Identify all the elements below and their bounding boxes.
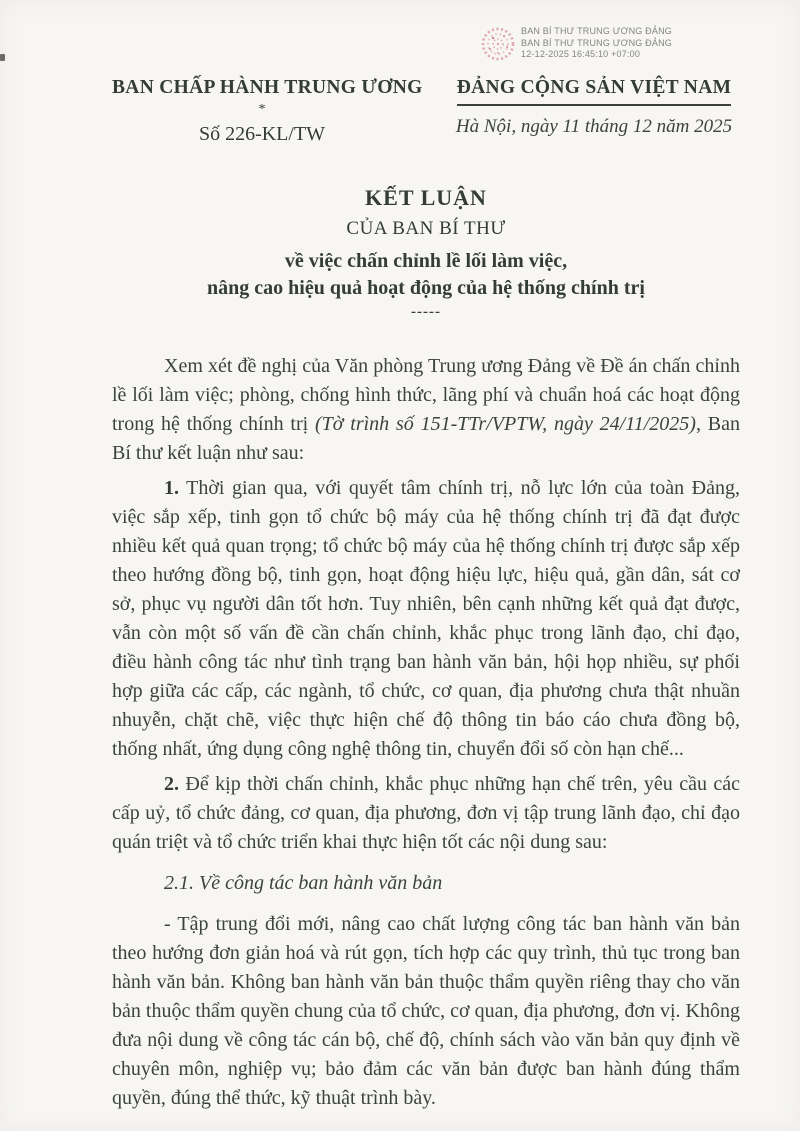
paragraph-1-text: Thời gian qua, với quyết tâm chính trị, nỗ lực lớn của toàn Đảng, việc sắp xếp, tinh gọn tổ chức bộ máy của hệ thống chính trị đã đạt được nhiều kết quả quan trọng; tổ chức bộ máy của hệ thống chính trị được sắp xếp theo hướng đồng bộ, tinh gọn, hoạt động hiệu lực, hiệu quả, gần dân, sát cơ sở, phục vụ người dân tốt hơn. Tuy nhiên, bên cạnh những kết quả đạt được, vẫn còn một số vấn đề cần chấn chỉnh, khắc phục trong lãnh đạo, chỉ đạo, điều hành công tác như tình trạng ban hành văn bản, hội họp nhiều, sự phối hợp giữa các cấp, các ngành, tổ chức, cơ quan, địa phương chưa thật nhuần nhuyễn, chặt chẽ, việc thực hiện chế độ thông tin báo cáo chưa đồng bộ, thống nhất, ứng dụng công nghệ thông tin, chuyển đổi số còn hạn chế... <box>112 477 740 760</box>
paragraph-2-text: Để kịp thời chấn chỉnh, khắc phục những hạn chế trên, yêu cầu các cấp uỷ, tổ chức đảng, cơ quan, địa phương, đơn vị tập trung lãnh đạo, chỉ đạo quán triệt và tổ chức triển khai thực hiện tốt các nội dung sau: <box>112 773 740 853</box>
paragraph-number: 2. <box>164 773 179 795</box>
section-heading-2-1: 2.1. Về công tác ban hành văn bản <box>164 872 443 894</box>
document-number: Số 226-KL/TW <box>198 123 326 145</box>
place-and-date: Hà Nội, ngày 11 tháng 12 năm 2025 <box>455 116 733 137</box>
numbered-paragraph-1 <box>112 474 740 764</box>
title-divider: ----- <box>411 304 441 320</box>
title-issuer: CỦA BAN BÍ THƯ <box>346 218 506 239</box>
intro-paragraph <box>112 352 740 468</box>
issuing-body-block <box>112 76 423 147</box>
signature-timestamp: 12-12-2025 16:45:10 +07:00 <box>521 49 641 59</box>
numbered-paragraph-2 <box>112 770 740 857</box>
document-header <box>112 76 740 147</box>
document-type-title: KẾT LUẬN <box>365 185 487 210</box>
document-content <box>112 0 740 1119</box>
signature-signer-line2: BAN BÍ THƯ TRUNG ƯƠNG ĐẢNG <box>521 37 672 48</box>
national-motto-block <box>448 76 740 139</box>
bullet-paragraph: - Tập trung đổi mới, nâng cao chất lượng công tác ban hành văn bản theo hướng đơn giản hoá và rút gọn, tích hợp các quy trình, thủ tục trong ban hành văn bản. Không ban hành văn bản thuộc thẩm quyền riêng thay cho văn bản thuộc thẩm quyền chung của tổ chức, cơ quan, địa phương, đơn vị. Không đưa nội dung về công tác cán bộ, chế độ, chính sách vào văn bản quy định về chuyên môn, nghiệp vụ; bảo đảm các văn bản được ban hành đúng thẩm quyền, đúng thể thức, kỹ thuật trình bày. <box>112 913 740 1109</box>
title-subject-line2: nâng cao hiệu quả hoạt động của hệ thống chính trị <box>207 277 645 299</box>
intro-text-before-ref: Xem xét đề nghị của Văn phòng Trung ương Đảng về Đề án chấn chỉnh lề lối làm việc; phòng, chống hình thức, lãng phí và chuẩn hoá các hoạt động trong hệ thống chính trị <box>112 355 740 435</box>
paragraph-number: 1. <box>164 477 179 499</box>
document-body <box>112 352 740 1113</box>
title-subject-line1: về việc chấn chỉnh lề lối làm việc, <box>284 250 568 272</box>
intro-text-after-ref: , Ban Bí thư kết luận như sau: <box>112 413 741 464</box>
signature-signer-line1: BAN BÍ THƯ TRUNG ƯƠNG ĐẢNG <box>521 26 672 36</box>
star-separator: * <box>258 102 266 117</box>
scan-artifact <box>0 54 5 61</box>
document-title-block <box>112 185 740 320</box>
reference-citation: (Tờ trình số 151-TTr/VPTW, ngày 24/11/2025) <box>315 413 696 435</box>
issuing-body-name: BAN CHẤP HÀNH TRUNG ƯƠNG <box>112 77 423 98</box>
party-name: ĐẢNG CỘNG SẢN VIỆT NAM <box>457 76 732 106</box>
